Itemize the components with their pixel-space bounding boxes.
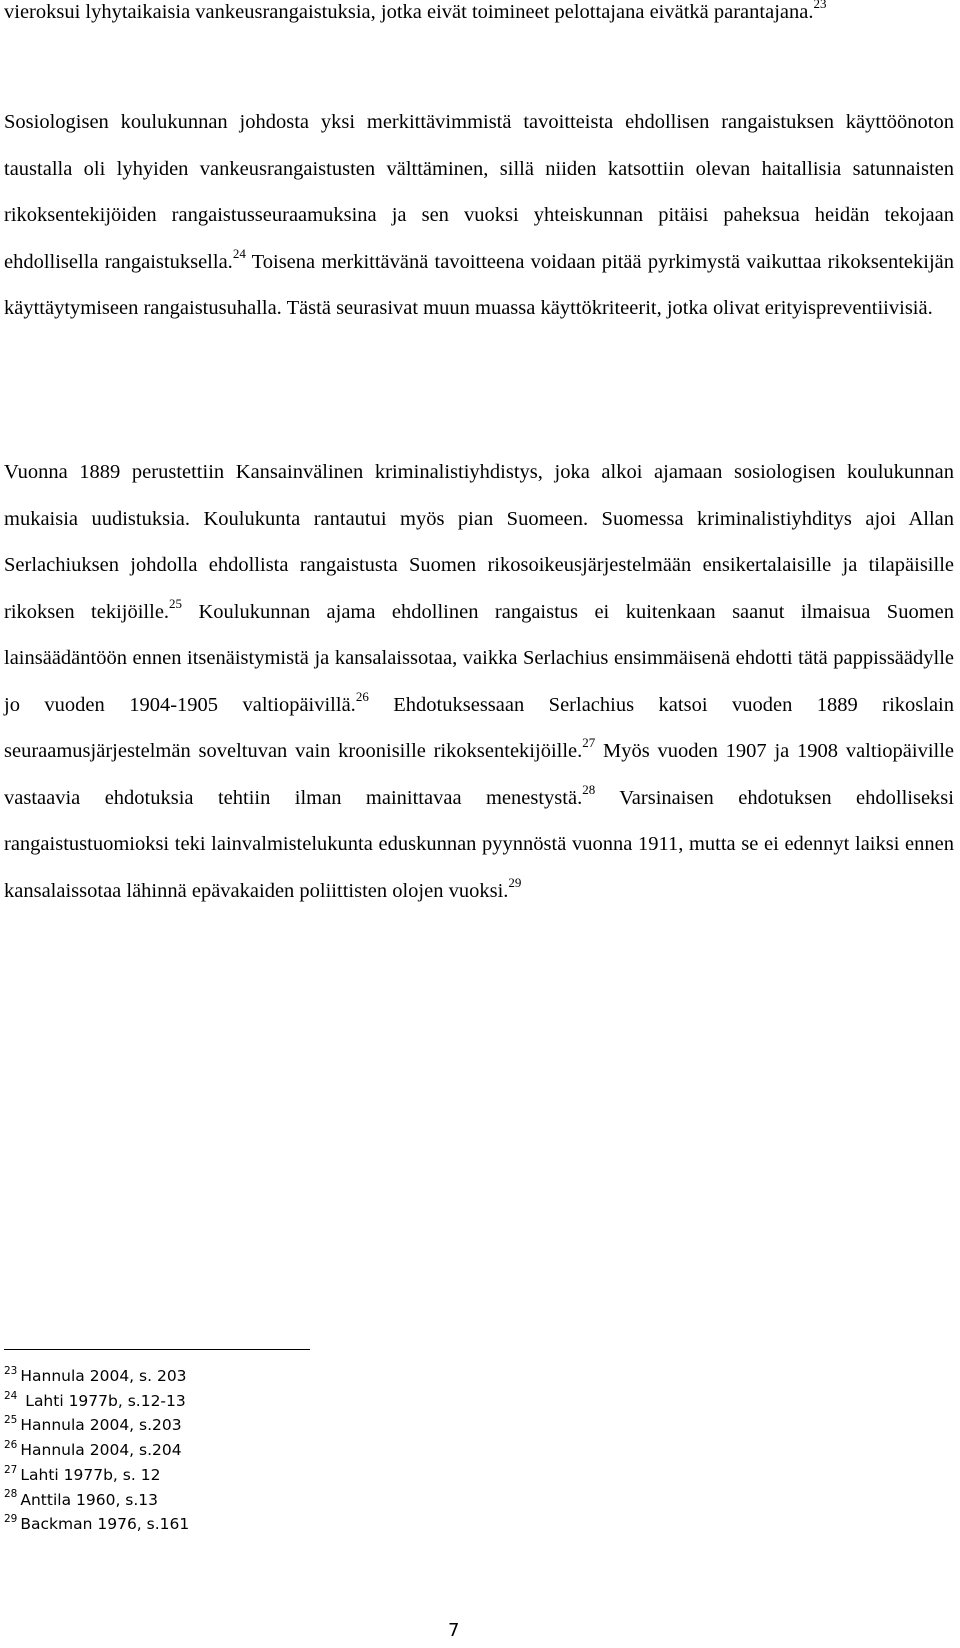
- footnote-reference: 25: [169, 595, 183, 611]
- footnote-number: 27: [4, 1463, 18, 1476]
- footnote-text: Anttila 1960, s.13: [20, 1490, 159, 1509]
- footnote-reference: 27: [582, 735, 596, 751]
- footnote-text: Hannula 2004, s.204: [20, 1441, 182, 1460]
- paragraph-text: Koulukunnan ajama ehdollinen rangaistus ei kuitenkaan saanut ilmaisua Suomen lainsäädäntöön ennen itsenäistymistä ja kansalaissotaa, vaikka Serlachius ensimmäisenä ehdotti tätä pappissäädylle jo vuoden 1904-1905 valtiopäivillä.: [4, 600, 954, 716]
- footnote-list: [4, 1364, 189, 1537]
- footnote-number: 26: [4, 1438, 18, 1451]
- footnote-number: 28: [4, 1488, 18, 1501]
- paragraph-text: vieroksui lyhytaikaisia vankeusrangaistuksia, jotka eivät toimineet pelottajana eivätkä parantajana.: [4, 1, 814, 23]
- paragraph-1: [4, 0, 954, 36]
- footnote-reference: 24: [232, 245, 246, 261]
- footnote-number: 25: [4, 1414, 18, 1427]
- page-number: 7: [448, 1620, 460, 1641]
- footnote-text: Backman 1976, s.161: [20, 1515, 190, 1534]
- footnote-separator: [4, 1349, 310, 1350]
- paragraph-text: Toisena merkittävänä tavoitteena voidaan pitää pyrkimystä vaikuttaa rikoksentekijän käyttäytymiseen rangaistusuhalla. Tästä seurasivat muun muassa käyttökriteerit, jotka olivat erityispreventiivisiä.: [4, 250, 955, 319]
- footnote-item: [4, 1488, 189, 1513]
- footnote-text: Lahti 1977b, s. 12: [20, 1465, 161, 1484]
- footnote-number: 23: [4, 1364, 18, 1377]
- paragraph-2: [4, 99, 954, 332]
- paragraph-text: Myös vuoden 1907 ja 1908 valtiopäiville vastaavia ehdotuksia tehtiin ilman mainittavaa menestystä.: [4, 740, 954, 809]
- paragraph-3: [4, 449, 954, 914]
- footnote-text: Lahti 1977b, s.12-13: [20, 1391, 186, 1410]
- footnote-item: [4, 1389, 189, 1414]
- footnote-reference: 23: [813, 0, 827, 12]
- paragraph-text: Vuonna 1889 perustettiin Kansainvälinen kriminalistiyhdistys, joka alkoi ajamaan sosiologisen koulukunnan mukaisia uudistuksia. Koulukunta rantautui myös pian Suomeen. Suomessa kriminalistiyhditys ajoi Allan Serlachiuksen johdolla ehdollista rangaistusta Suomen rikosoikeusjärjestelmään ensikertalaisille ja tilapäisille rikoksen tekijöille.: [4, 461, 954, 623]
- footnote-reference: 26: [355, 688, 369, 704]
- paragraph-text: Varsinaisen ehdotuksen ehdolliseksi rangaistustuomioksi teki lainvalmistelukunta eduskunnan pyynnöstä vuonna 1911, mutta se ei edennyt laiksi ennen kansalaissotaa lähinnä epävakaiden poliittisten olojen vuoksi.: [4, 786, 954, 902]
- paragraph-text: Ehdotuksessaan Serlachius katsoi vuoden 1889 rikoslain seuraamusjärjestelmän soveltuvan vain kroonisille rikoksentekijöille.: [4, 693, 954, 762]
- footnote-text: Hannula 2004, s.203: [20, 1416, 182, 1435]
- footnote-item: [4, 1463, 189, 1488]
- footnote-item: [4, 1364, 189, 1389]
- footnote-text: Hannula 2004, s. 203: [20, 1367, 187, 1385]
- footnote-item: [4, 1438, 189, 1463]
- footnote-number: 29: [4, 1513, 18, 1526]
- footnote-reference: 28: [582, 781, 596, 797]
- footnote-item: [4, 1512, 189, 1537]
- paragraph-text: Sosiologisen koulukunnan johdosta yksi merkittävimmistä tavoitteista ehdollisen rangaistuksen käyttöönoton taustalla oli lyhyiden vankeusrangaistusten välttäminen, sillä niiden katsottiin olevan haitallisia satunnaisten rikoksentekijöiden rangaistusseuraamuksina ja sen vuoksi yhteiskunnan pitäisi paheksua heidän tekojaan ehdollisella rangaistuksella.: [4, 111, 954, 273]
- footnote-item: [4, 1413, 189, 1438]
- footnote-reference: 29: [508, 874, 522, 890]
- footnote-number: 24: [4, 1389, 18, 1402]
